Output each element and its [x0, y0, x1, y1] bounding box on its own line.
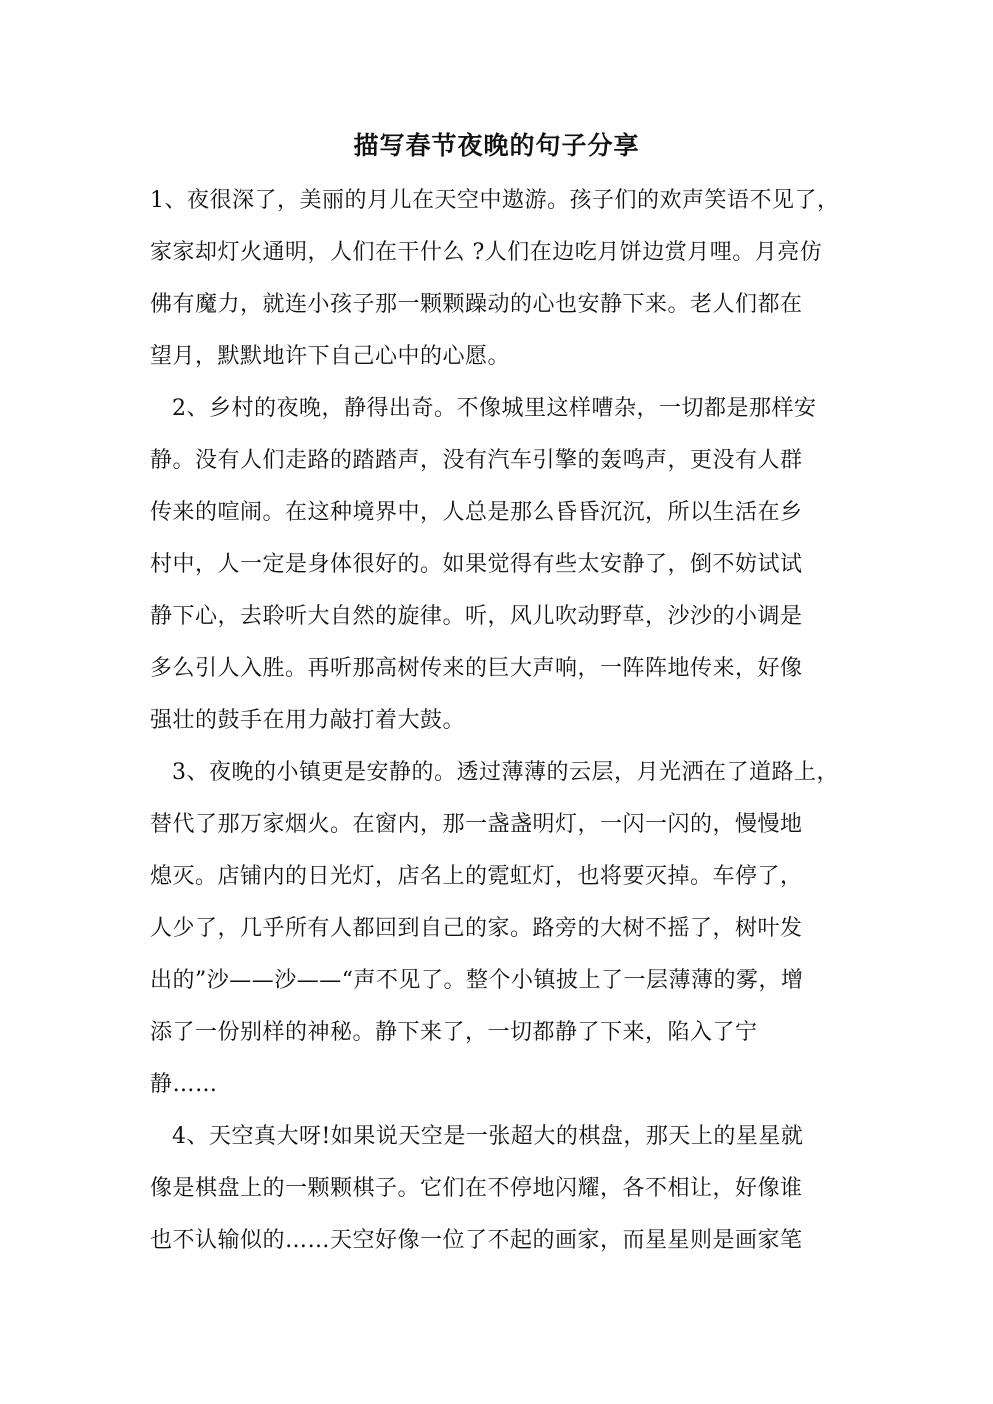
- paragraph-2-line-1: 2、乡村的夜晚，静得出奇。不像城里这样嘈杂，一切都是那样安: [172, 396, 817, 421]
- paragraph-2-line-7: 强壮的鼓手在用力敲打着大鼓。: [150, 708, 466, 733]
- paragraph-4-line-2: 像是棋盘上的一颗颗棋子。它们在不停地闪耀，各不相让，好像谁: [150, 1176, 803, 1201]
- paragraph-2-line-3: 传来的喧闹。在这种境界中，人总是那么昏昏沉沉，所以生活在乡: [150, 500, 803, 525]
- paragraph-1-line-4: 望月，默默地许下自己心中的心愿。: [150, 344, 511, 369]
- paragraph-2-line-2: 静。没有人们走路的踏踏声，没有汽车引擎的轰鸣声，更没有人群: [150, 448, 803, 473]
- paragraph-1-line-2: 家家却灯火通明，人们在干什么 ?人们在边吃月饼边赏月哩。月亮仿: [150, 240, 823, 265]
- paragraph-2-line-4: 村中，人一定是身体很好的。如果觉得有些太安静了，倒不妨试试: [150, 552, 803, 577]
- paragraph-3-line-1: 3、夜晚的小镇更是安静的。透过薄薄的云层，月光洒在了道路上，: [172, 760, 839, 785]
- paragraph-3-line-7: 静……: [150, 1072, 218, 1097]
- paragraph-2-line-6: 多么引人入胜。再听那高树传来的巨大声响，一阵阵地传来，好像: [150, 656, 803, 681]
- paragraph-3-line-4: 人少了，几乎所有人都回到自己的家。路旁的大树不摇了，树叶发: [150, 916, 803, 941]
- paragraph-3-line-3: 熄灭。店铺内的日光灯，店名上的霓虹灯，也将要灭掉。车停了，: [150, 864, 803, 889]
- paragraph-4-line-3: 也不认输似的……天空好像一位了不起的画家，而星星则是画家笔: [150, 1228, 803, 1253]
- paragraph-3-line-5: 出的”沙——沙——“声不见了。整个小镇披上了一层薄薄的雾，增: [150, 968, 804, 993]
- paragraph-2-line-5: 静下心，去聆听大自然的旋律。听，风儿吹动野草，沙沙的小调是: [150, 604, 803, 629]
- paragraph-3-line-6: 添了一份别样的神秘。静下来了，一切都静了下来，陷入了宁: [150, 1020, 758, 1045]
- document-title: 描写春节夜晚的句子分享: [353, 131, 640, 160]
- paragraph-3-line-2: 替代了那万家烟火。在窗内，那一盏盏明灯，一闪一闪的，慢慢地: [150, 812, 803, 837]
- paragraph-1-line-3: 佛有魔力，就连小孩子那一颗颗躁动的心也安静下来。老人们都在: [150, 292, 803, 317]
- paragraph-1-line-1: 1、夜很深了，美丽的月儿在天空中遨游。孩子们的欢声笑语不见了，: [150, 188, 840, 213]
- paragraph-4-line-1: 4、天空真大呀!如果说天空是一张超大的棋盘，那天上的星星就: [172, 1124, 804, 1149]
